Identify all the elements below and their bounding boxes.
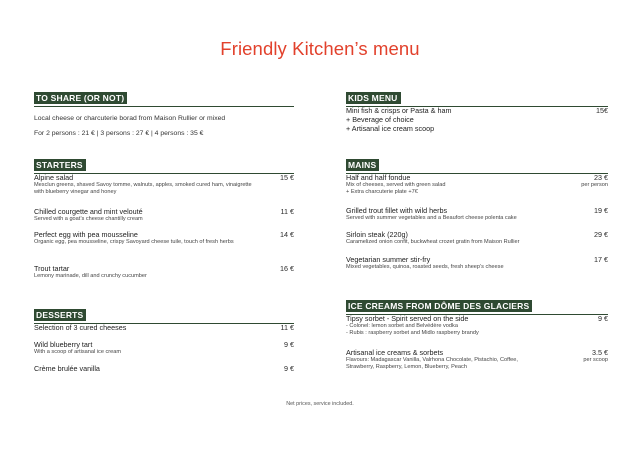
menu-title: Friendly Kitchen’s menu	[220, 38, 420, 59]
item-name: Chilled courgette and mint velouté	[34, 207, 143, 216]
menu-item-trout-tartar	[34, 264, 294, 280]
item-name: Tipsy sorbet - Spirit served on the side	[346, 314, 469, 323]
item-name: Alpine salad	[34, 173, 74, 182]
item-name: Sirloin steak (220g)	[346, 230, 408, 239]
menu-item-blueberry-tart	[34, 340, 294, 356]
kids-menu-heading: KIDS MENU	[346, 92, 401, 104]
item-price: 15€	[596, 106, 608, 115]
item-description: Caramelized onion confit, buckwheat crozet gratin from Maison Rullier	[346, 239, 520, 245]
menu-item-cured-cheeses	[34, 323, 294, 332]
menu-item-tipsy-sorbet	[346, 314, 608, 337]
menu-item-sirloin-steak	[346, 230, 608, 246]
item-description: With a scoop of artisanal ice cream	[34, 349, 122, 355]
kids-menu-section	[346, 88, 608, 107]
menu-item-grilled-trout	[346, 206, 608, 222]
item-price: 29 €	[594, 230, 608, 239]
kids-menu-line: + Beverage of choice	[346, 115, 414, 124]
item-name: Perfect egg with pea mousseline	[34, 230, 138, 239]
item-price: 11 €	[280, 323, 294, 332]
menu-item-fondue	[346, 173, 608, 196]
item-price: 11 €	[280, 207, 294, 216]
menu-item-creme-brulee	[34, 364, 294, 373]
mains-heading: MAINS	[346, 159, 379, 171]
section-divider	[34, 106, 294, 107]
item-name: Selection of 3 cured cheeses	[34, 323, 127, 332]
item-description: Mix of cheeses, served with green salad	[346, 182, 446, 188]
item-description: Served with summer vegetables and a Beaufort cheese polenta cake	[346, 215, 517, 221]
menu-item-alpine-salad	[34, 173, 294, 196]
item-name: Crème brulée vanilla	[34, 364, 100, 373]
item-name: Artisanal ice creams & sorbets	[346, 348, 444, 357]
to-share-heading: TO SHARE (OR NOT)	[34, 92, 127, 104]
item-price: 17 €	[594, 255, 608, 264]
ice-creams-section	[346, 296, 608, 315]
item-description: Flavours: Madagascar Vanilla, Valrhona Chocolate, Pistachio, Coffee,	[346, 357, 518, 363]
to-share-section	[34, 88, 294, 138]
kids-menu-item	[346, 106, 608, 133]
item-price: 9 €	[284, 364, 294, 373]
item-price: 15 €	[280, 173, 294, 182]
kids-menu-line: + Artisanal ice cream scoop	[346, 124, 435, 133]
item-price: 16 €	[280, 264, 294, 273]
menu-item-courgette-veloute	[34, 207, 294, 223]
item-description: Mixed vegetables, quinoa, roasted seeds, fresh sheep’s cheese	[346, 264, 504, 270]
item-description: Served with a goat’s cheese chantilly cream	[34, 216, 143, 222]
item-price: 14 €	[280, 230, 294, 239]
item-name: Wild blueberry tart	[34, 340, 93, 349]
to-share-prices: For 2 persons : 21 € | 3 persons : 27 € | 4 persons : 35 €	[34, 130, 204, 137]
item-name: Half and half fondue	[346, 173, 411, 182]
item-price: 9 €	[284, 340, 294, 349]
to-share-description: Local cheese or charcuterie borad from Maison Rullier or mixed	[34, 115, 226, 122]
item-name: Grilled trout fillet with wild herbs	[346, 206, 448, 215]
price-unit: per scoop	[583, 357, 608, 363]
item-price	[583, 348, 608, 364]
item-description: Mesclun greens, shaved Savoy tomme, walnuts, apples, smoked cured ham, vinaigrette with blueberry vinegar and honey	[34, 182, 252, 195]
desserts-section	[34, 305, 294, 324]
item-description: Lemony marinade, dill and crunchy cucumber	[34, 273, 147, 279]
price-unit: per person	[581, 182, 608, 188]
item-name: Trout tartar	[34, 264, 70, 273]
item-price: 9 €	[598, 314, 608, 323]
menu-item-stir-fry	[346, 255, 608, 271]
item-description: Organic egg, pea mousseline, crispy Savoyard cheese tuile, touch of fresh herbs	[34, 239, 234, 245]
item-name: Vegetarian summer stir-fry	[346, 255, 431, 264]
item-description: Strawberry, Raspberry, Lemon, Blueberry, Peach	[346, 364, 467, 370]
item-price	[581, 173, 608, 189]
footer-note: Net prices, service included.	[286, 401, 354, 407]
starters-heading: STARTERS	[34, 159, 86, 171]
mains-section	[346, 155, 608, 174]
menu-item-perfect-egg	[34, 230, 294, 246]
menu-item-artisanal-ice-creams	[346, 348, 608, 371]
ice-creams-heading: ICE CREAMS FROM DÔME DES GLACIERS	[346, 300, 532, 312]
desserts-heading: DESSERTS	[34, 309, 86, 321]
price-value: 3.5 €	[592, 348, 608, 357]
price-value: 23 €	[594, 173, 608, 182]
starters-section	[34, 155, 294, 174]
item-description: - Rubis : raspberry sorbet and Midlo raspberry brandy	[346, 330, 479, 336]
item-description: - Colonel: lemon sorbet and Belvédère vodka	[346, 323, 458, 329]
item-price: 19 €	[594, 206, 608, 215]
item-extra: + Extra charcuterie plate +7€	[346, 189, 418, 195]
kids-menu-line: Mini fish & crisps or Pasta & ham	[346, 106, 452, 115]
